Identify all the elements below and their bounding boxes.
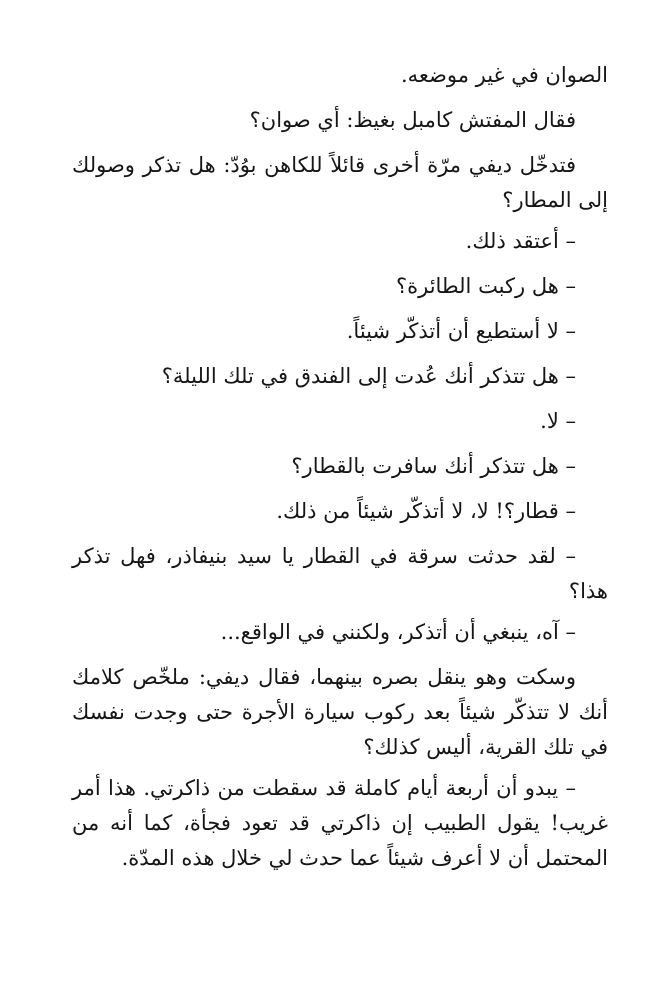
dialogue-line-5: – لا. [540,409,576,433]
paragraph-final: – يبدو أن أربعة أيام كاملة قد سقطت من ذاكرتي. هذا أمر غريب! يقول الطبيب إن ذاكرتي قد تعود فجأة، كما أنه من المحتمل أن لا أعرف شيئاً عما حدث لي خلال هذه المدّة. [72,776,608,870]
dialogue-line-7: – قطار؟! لا، لا أتذكّر شيئاً من ذلك. [276,499,576,523]
dialogue-line-2: – هل ركبت الطائرة؟ [395,274,576,298]
dialogue-line-8: – لقد حدثت سرقة في القطار يا سيد بنيفاذر، فهل تذكر هذا؟ [72,544,608,603]
dialogue-line-4: – هل تتذكر أنك عُدت إلى الفندق في تلك الليلة؟ [161,364,576,388]
dialogue-line-6: – هل تتذكر أنك سافرت بالقطار؟ [291,454,576,478]
dialogue-line-9: – آه، ينبغي أن أتذكر، ولكنني في الواقع... [220,620,576,644]
paragraph-1: الصوان في غير موضعه. [400,63,608,87]
paragraph-3: فتدخّل ديفي مرّة أخرى قائلاً للكاهن بوُدّ: هل تذكر وصولك إلى المطار؟ [72,153,608,212]
dialogue-line-1: – أعتقد ذلك. [465,229,576,253]
paragraph-narration: وسكت وهو ينقل بصره بينهما، فقال ديفي: ملخّص كلامك أنك لا تتذكّر شيئاً بعد ركوب سيارة الأجرة حتى وجدت نفسك في تلك القرية، أليس كذلك؟ [72,665,608,759]
paragraph-2: فقال المفتش كامبل بغيظ: أي صوان؟ [249,108,576,132]
dialogue-line-3: – لا أستطيع أن أتذكّر شيئاً. [346,319,576,343]
